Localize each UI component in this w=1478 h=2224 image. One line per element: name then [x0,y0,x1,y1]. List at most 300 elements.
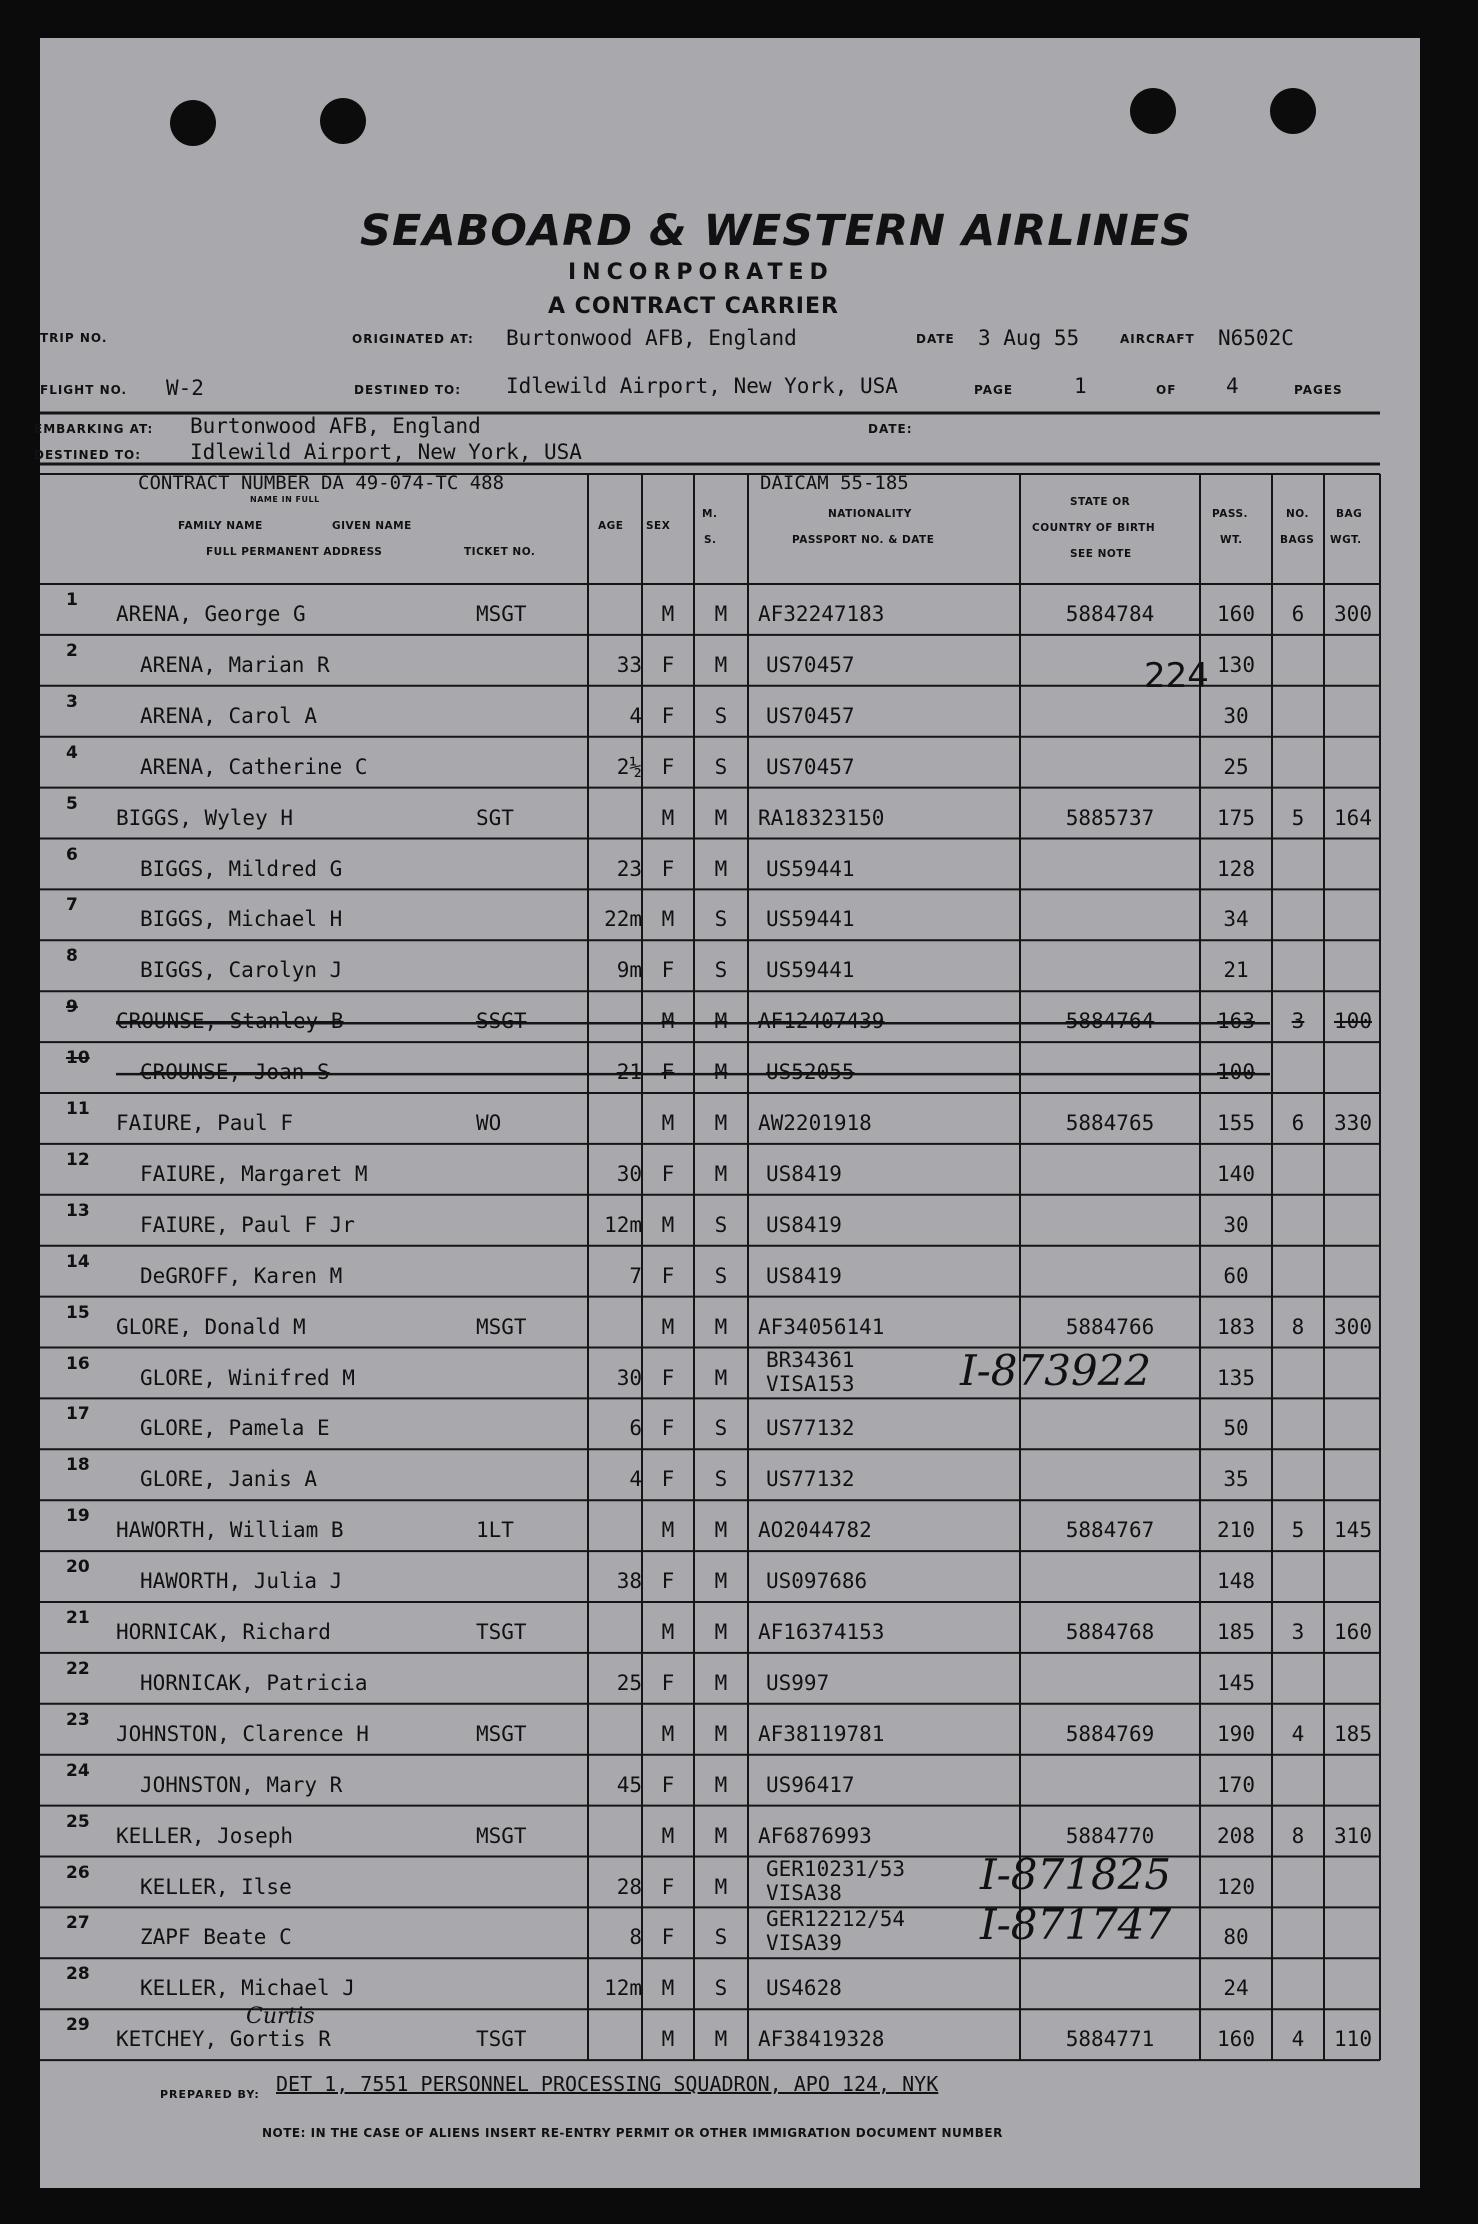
sex: F [661,856,675,881]
passenger-weight: 21 [1223,958,1249,983]
age: 21 [616,1060,642,1085]
passport-number: US4628 [766,1976,842,2001]
passenger-name: BIGGS, Carolyn J [140,958,343,983]
marital-status: M [714,1060,728,1085]
sex: F [661,1467,675,1492]
passenger-weight: 160 [1217,2027,1255,2052]
sex: F [661,1416,675,1441]
marital-status: M [714,1161,728,1186]
sex: M [661,2027,675,2052]
passenger-name: JOHNSTON, Clarence H [116,1721,369,1746]
age: 28 [616,1874,642,1899]
bag-count: 3 [1291,1009,1305,1034]
row-number: 12 [66,1149,90,1170]
table-row [40,1297,1420,1348]
bag-weight: 310 [1334,1823,1372,1848]
table-row [40,1907,1420,1958]
passport-number: US8419 [766,1263,842,1288]
sex: M [661,1721,675,1746]
passport-number: AF38119781 [758,1721,885,1746]
age: 38 [616,1569,642,1594]
marital-status: M [714,2027,728,2052]
passenger-name: GLORE, Janis A [140,1467,318,1492]
sex: M [661,1620,675,1644]
passport-number: US59441 [766,856,855,881]
passport-number: AF32247183 [758,602,885,626]
daicam-number: DAICAM 55-185 [760,472,909,494]
passenger-weight: 210 [1217,1518,1255,1543]
table-row [40,889,1420,940]
marital-status: M [714,1823,728,1848]
destined2-value: Idlewild Airport, New York, USA [190,440,582,464]
passport-number: US59441 [766,958,855,983]
rank: 1LT [476,1518,514,1543]
passenger-weight: 50 [1223,1416,1249,1441]
age: 25 [616,1670,642,1695]
row-number: 13 [66,1200,90,1221]
originated-label: ORIGINATED AT: [352,332,474,346]
prepared-value: DET 1, 7551 PERSONNEL PROCESSING SQUADRON, APO 124, NYK [276,2072,939,2096]
age: 4 [629,703,642,728]
row-number: 16 [66,1353,90,1374]
row-number: 29 [66,2015,90,2036]
name-correction-29: Curtis [246,2004,315,2029]
rank: SSGT [476,1009,527,1034]
sex: F [661,1569,675,1594]
passenger-name: FAIURE, Paul F [116,1111,294,1135]
bag-weight: 110 [1334,2027,1372,2052]
marital-status: M [714,805,728,830]
passport-number: AF16374153 [758,1620,885,1644]
passenger-weight: 140 [1217,1161,1255,1186]
bag-count: 3 [1291,1620,1305,1644]
marital-status: M [714,1670,728,1695]
marital-status: S [714,1467,728,1492]
passport-number: GER12212/54 [766,1907,906,1932]
age: 45 [616,1772,642,1797]
age: 8 [629,1925,642,1950]
sex: M [661,1111,675,1135]
passenger-weight: 35 [1223,1467,1249,1492]
row-number: 7 [66,895,78,916]
sex: F [661,1263,675,1288]
marital-status: S [714,958,728,983]
sex: M [661,1212,675,1237]
age: 7 [629,1263,642,1288]
sex: F [661,1060,675,1085]
state-header-3: SEE NOTE [1070,548,1132,560]
sex: M [661,1823,675,1848]
row-number: 19 [66,1506,90,1527]
marital-status: M [714,1009,728,1034]
passport-number: US52055 [766,1060,855,1085]
marital-status: M [714,1111,728,1135]
rank: SGT [476,805,514,830]
passport-number: AF34056141 [758,1314,885,1339]
table-row [40,686,1420,737]
destined2-label: DESTINED TO: [34,448,142,462]
date2-label: DATE: [868,422,913,436]
row-number: 20 [66,1557,90,1578]
flight-value: W-2 [166,376,204,400]
bag-weight: 145 [1334,1518,1372,1543]
row-number: 1 [66,590,78,610]
ticket-header: TICKET NO. [464,546,536,558]
sex-header: SEX [646,520,671,532]
passenger-name: ARENA, Catherine C [140,754,368,779]
row-number: 27 [66,1913,90,1934]
passport-number: US77132 [766,1416,855,1441]
marital-status: M [714,1620,728,1644]
page-label: PAGE [974,383,1014,397]
pass-wt-header-2: WT. [1220,534,1243,546]
marital-status: S [714,1976,728,2001]
row-number: 15 [66,1302,90,1323]
table-row [40,1195,1420,1246]
passenger-name: ARENA, Marian R [140,652,330,677]
table-row [40,1348,1420,1399]
marital-status: S [714,1212,728,1237]
table-row [40,1806,1420,1857]
passenger-name: HORNICAK, Richard [116,1620,331,1644]
bag-count: 5 [1291,805,1305,830]
bag-weight: 160 [1334,1620,1372,1644]
passport-number: US77132 [766,1467,855,1492]
age: 12m [604,1212,642,1237]
contract-number: CONTRACT NUMBER DA 49-074-TC 488 [138,472,505,494]
nationality-header: NATIONALITY [828,508,912,520]
passport-number: US097686 [766,1569,868,1594]
row-number: 23 [66,1709,90,1730]
row-number: 22 [66,1658,90,1679]
table-row [40,1144,1420,1195]
family-name-header: FAMILY NAME [178,520,263,532]
rank: MSGT [476,1314,527,1339]
date-label: DATE [916,332,955,346]
sex: F [661,1772,675,1797]
passenger-weight: 60 [1223,1263,1249,1288]
sex: M [661,907,675,932]
passport-number: US96417 [766,1772,855,1797]
table-row [40,1857,1420,1908]
row-number: 3 [66,691,78,712]
bag-count: 6 [1291,602,1305,626]
marital-status: S [714,1925,728,1950]
passenger-weight: 80 [1223,1925,1249,1950]
state-of-birth: 5885737 [1065,805,1155,830]
row-number: 11 [66,1099,90,1119]
passenger-weight: 190 [1217,1721,1255,1746]
age: 23 [616,856,642,881]
rank: MSGT [476,1823,527,1848]
sex: F [661,1874,675,1899]
table-row [40,1500,1420,1551]
passport-number: US8419 [766,1212,842,1237]
passenger-name: KELLER, Ilse [140,1874,292,1899]
sex: F [661,1161,675,1186]
passenger-name: JOHNSTON, Mary R [140,1772,343,1797]
passenger-name: HAWORTH, William B [116,1518,344,1543]
rank: TSGT [476,1620,527,1644]
passenger-weight: 25 [1223,754,1249,779]
of-label: OF [1156,383,1177,397]
marital-status: M [714,602,728,626]
passport-number: US59441 [766,907,855,932]
marital-status: S [714,907,728,932]
passport-number: GER10231/53 [766,1856,906,1881]
permit-note-26: I-871825 [980,1850,1172,1899]
row-number: 24 [66,1760,90,1781]
bag-weight: 300 [1334,1314,1372,1339]
passenger-name: HORNICAK, Patricia [140,1670,368,1695]
age: 9m [616,958,642,983]
age: 22m [604,907,642,932]
passenger-weight: 34 [1223,907,1249,932]
passenger-name: FAIURE, Margaret M [140,1161,368,1186]
passenger-name: KETCHEY, Gortis R [116,2027,331,2052]
page-note: 224 [1144,656,1209,696]
state-header-2: COUNTRY OF BIRTH [1032,522,1156,534]
embarking-label: EMBARKING AT: [34,422,154,436]
passenger-weight: 30 [1223,1212,1249,1237]
table-row [40,1653,1420,1704]
marital-status: S [714,1416,728,1441]
passenger-weight: 130 [1217,652,1255,677]
passport-visa: VISA39 [766,1931,842,1956]
page-value: 1 [1074,374,1087,398]
sex: F [661,703,675,728]
row-number: 14 [66,1251,90,1272]
table-row [40,940,1420,991]
table-row [40,788,1420,839]
age: 4 [629,1467,642,1492]
sex: F [661,754,675,779]
pages-label: PAGES [1294,383,1343,397]
passenger-weight: 183 [1217,1314,1255,1339]
table-row [40,1602,1420,1653]
marital-header-m: M. [702,508,718,520]
marital-status: M [714,1874,728,1899]
row-number: 26 [66,1862,90,1883]
passport-number: US70457 [766,652,855,677]
passport-number: RA18323150 [758,805,885,830]
marital-status: S [714,754,728,779]
passenger-weight: 128 [1217,856,1255,881]
age: 30 [616,1365,642,1390]
passenger-name: GLORE, Donald M [116,1314,306,1339]
passenger-weight: 155 [1217,1111,1255,1135]
passenger-name: ZAPF Beate C [140,1925,292,1950]
bags-header-1: NO. [1286,508,1309,520]
table-row [40,991,1420,1042]
passenger-weight: 24 [1223,1976,1249,2001]
permit-note-16: I-873922 [960,1346,1152,1395]
passenger-name: KELLER, Joseph [116,1823,294,1848]
marital-status: M [714,1772,728,1797]
trip-label: TRIP NO. [40,331,108,345]
bag-count: 4 [1291,2027,1305,2052]
sex: M [661,1009,675,1034]
sex: M [661,1976,675,2001]
passenger-name: KELLER, Michael J [140,1976,355,2001]
passenger-name: BIGGS, Mildred G [140,856,343,881]
passenger-weight: 185 [1217,1620,1255,1644]
of-value: 4 [1226,374,1239,398]
bag-weight: 100 [1334,1009,1372,1034]
bag-weight: 164 [1334,805,1372,830]
table-row [40,1958,1420,2009]
row-number: 5 [66,793,78,814]
table-row [40,1042,1420,1093]
sex: M [661,1314,675,1339]
age-header: AGE [598,520,624,532]
destined-value: Idlewild Airport, New York, USA [506,374,898,398]
table-row [40,584,1420,635]
bag-count: 8 [1291,1823,1305,1848]
table-row [40,737,1420,788]
passenger-weight: 175 [1217,805,1255,830]
row-number: 21 [66,1608,90,1628]
pass-wt-header-1: PASS. [1212,508,1248,520]
passenger-weight: 160 [1217,602,1255,626]
passenger-weight: 145 [1217,1670,1255,1695]
passenger-weight: 100 [1217,1060,1255,1085]
state-of-birth: 5884769 [1065,1721,1155,1746]
state-of-birth: 5884764 [1065,1009,1155,1034]
passenger-weight: 120 [1217,1874,1255,1899]
state-of-birth: 5884768 [1065,1620,1155,1644]
incorporated-label: INCORPORATED [568,260,834,285]
passenger-name: ARENA, Carol A [140,703,318,728]
age: 33 [616,652,642,677]
passport-number: AF12407439 [758,1009,885,1034]
bags-header-2: BAGS [1280,534,1315,546]
age: 12m [604,1976,642,2001]
passenger-name: DeGROFF, Karen M [140,1263,343,1288]
bag-weight: 300 [1334,602,1372,626]
passport-number: AW2201918 [758,1111,872,1135]
row-number: 28 [66,1964,90,1985]
state-of-birth: 5884770 [1065,1823,1155,1848]
marital-status: M [714,1314,728,1339]
table-row [40,1755,1420,1806]
aircraft-value: N6502C [1218,326,1294,350]
flight-label: FLIGHT NO. [40,383,128,397]
prepared-label: PREPARED BY: [160,2088,260,2101]
table-row [40,1704,1420,1755]
row-number: 18 [66,1455,90,1476]
table-row [40,839,1420,890]
rank: TSGT [476,2027,527,2052]
passenger-name: GLORE, Pamela E [140,1416,330,1441]
passenger-name: CROUNSE, Stanley B [116,1009,344,1034]
passport-visa: VISA153 [766,1371,855,1396]
rank: WO [476,1111,502,1135]
age: 2½ [616,754,642,779]
given-name-header: GIVEN NAME [332,520,412,532]
marital-status: M [714,1518,728,1543]
state-of-birth: 5884784 [1065,602,1155,626]
row-number: 9 [66,997,78,1018]
bag-count: 5 [1291,1518,1305,1543]
company-name: SEABOARD & WESTERN AIRLINES [360,206,1193,256]
passenger-name: BIGGS, Michael H [140,907,343,932]
table-row [40,1551,1420,1602]
sex: F [661,958,675,983]
bag-wt-header-2: WGT. [1330,534,1362,546]
age: 30 [616,1161,642,1186]
marital-status: M [714,1721,728,1746]
state-of-birth: 5884771 [1065,2027,1155,2052]
bag-weight: 185 [1334,1721,1372,1746]
bag-count: 4 [1291,1721,1305,1746]
sex: F [661,1925,675,1950]
originated-value: Burtonwood AFB, England [506,326,797,350]
aircraft-label: AIRCRAFT [1120,332,1195,346]
bag-wt-header-1: BAG [1336,508,1363,520]
sex: M [661,805,675,830]
passport-number: AO2044782 [758,1518,872,1543]
rank: MSGT [476,1721,527,1746]
passenger-weight: 148 [1217,1569,1255,1594]
row-number: 10 [66,1048,90,1069]
row-number: 2 [66,640,78,661]
rank: MSGT [476,602,527,626]
sex: M [661,1518,675,1543]
table-row [40,1093,1420,1144]
sex: M [661,602,675,626]
marital-status: S [714,1263,728,1288]
marital-status: M [714,652,728,677]
passenger-name: FAIURE, Paul F Jr [140,1212,355,1237]
passport-number: US8419 [766,1161,842,1186]
passport-number: BR34361 [766,1347,855,1372]
passenger-name: BIGGS, Wyley H [116,805,294,830]
marital-header-s: S. [704,534,717,546]
sex: F [661,652,675,677]
address-header: FULL PERMANENT ADDRESS [206,546,383,558]
marital-status: M [714,1569,728,1594]
passport-number: AF6876993 [758,1823,872,1848]
embarking-value: Burtonwood AFB, England [190,414,481,438]
table-row [40,1246,1420,1297]
age: 6 [629,1416,642,1441]
passport-header: PASSPORT NO. & DATE [792,534,935,546]
passport-number: US70457 [766,703,855,728]
date-value: 3 Aug 55 [978,326,1080,350]
table-row [40,635,1420,686]
passenger-weight: 163 [1217,1009,1255,1034]
table-row [40,1398,1420,1449]
state-of-birth: 5884765 [1065,1111,1155,1135]
passenger-name: HAWORTH, Julia J [140,1569,343,1594]
manifest-sheet [34,38,1420,2188]
passenger-weight: 170 [1217,1772,1255,1797]
marital-status: S [714,703,728,728]
bag-count: 6 [1291,1111,1305,1135]
row-number: 17 [66,1404,90,1425]
state-header-1: STATE OR [1070,496,1131,508]
passport-visa: VISA38 [766,1880,842,1905]
table-row [40,1449,1420,1500]
passenger-weight: 30 [1223,703,1249,728]
bag-count: 8 [1291,1314,1305,1339]
state-of-birth: 5884766 [1065,1314,1155,1339]
marital-status: M [714,856,728,881]
passenger-weight: 208 [1217,1823,1255,1848]
bag-weight: 330 [1334,1111,1372,1135]
sex: F [661,1365,675,1390]
